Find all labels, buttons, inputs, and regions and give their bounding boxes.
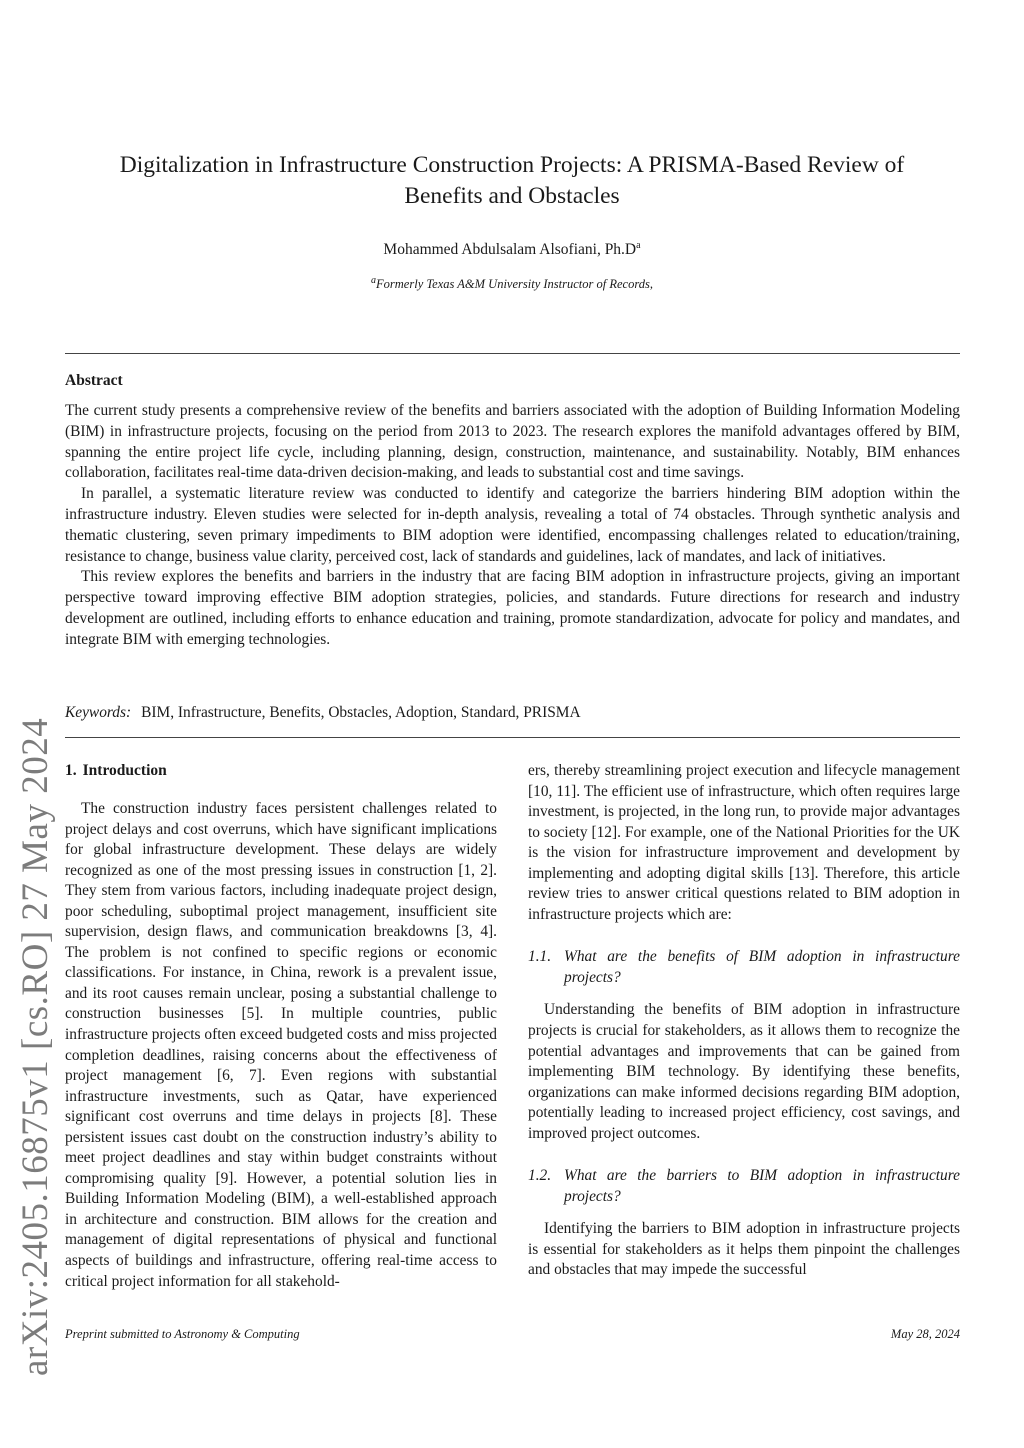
abstract-top-rule <box>65 353 960 354</box>
paper-title <box>80 150 944 212</box>
keywords-line <box>65 702 960 723</box>
abstract-paragraph: This review explores the benefits and barriers in the industry that are facing BIM adoption in infrastructure projects, giving an important perspective toward improving effective BIM adoption strategies, policies, and standards. Future directions for research and industry development are outlined, including efforts to enhance education and training, promote standardization, advocate for policy and mandates, and integrate BIM with emerging technologies. <box>65 568 960 648</box>
affil-marker: a <box>371 274 377 286</box>
intro-paragraph-continued: ers, thereby streamlining project execution and lifecycle management [10, 11]. The efficient use of infrastructure, which often requires large investment, is projected, in the long run, to provide major advantages to society [12]. For example, one of the National Priorities for the UK is the vision for infrastructure improvement and development by implementing and adopting digital skills [13]. Therefore, this article review tries to answer critical questions related to BIM adoption in infrastructure projects which are: <box>528 762 960 923</box>
subsection-title: What are the benefits of BIM adoption in infrastructure projects? <box>564 948 960 986</box>
abstract-paragraph: In parallel, a systematic literature review was conducted to identify and categorize the barriers hindering BIM adoption within the infrastructure industry. Eleven studies were selected for in-depth analysis, revealing a total of 74 obstacles. Through synthetic analysis and thematic clustering, seven primary impediments to BIM adoption were identified, encompassing challenges related to education/training, resistance to change, business value clarity, perceived cost, lack of standards and guidelines, lack of mandates, and lack of initiatives. <box>65 485 960 565</box>
subsection-title: What are the barriers to BIM adoption in infrastructure projects? <box>564 1167 960 1205</box>
abstract-paragraph: The current study presents a comprehensive review of the benefits and barriers associated with the adoption of Building Information Modeling (BIM) in infrastructure projects, focusing on the period from 2013 to 2023. The research explores the manifold advantages offered by BIM, spanning the entire project life cycle, including planning, design, construction, maintenance, and sustainability. Notably, BIM enhances collaboration, facilitates real-time data-driven decision-making, and leads to substantial cost and time savings. <box>65 402 960 482</box>
author-name: Mohammed Abdulsalam Alsofiani, Ph.D <box>383 241 637 258</box>
abstract-body <box>65 401 960 651</box>
affiliation-line <box>80 275 944 293</box>
author-affil-marker: a <box>636 239 641 251</box>
section-number: 1. <box>65 762 77 779</box>
abstract-heading: Abstract <box>65 372 123 389</box>
title-line-2: Benefits and Obstacles <box>404 183 620 209</box>
subsection-heading-benefits <box>528 947 960 988</box>
right-column <box>528 761 960 1281</box>
title-line-1: Digitalization in Infrastructure Construction Projects: A PRISMA-Based Review of <box>119 152 905 178</box>
footer-date: May 28, 2024 <box>890 1327 960 1341</box>
keywords-label: Keywords: <box>65 704 132 721</box>
keywords-list: BIM, Infrastructure, Benefits, Obstacles, Adoption, Standard, PRISMA <box>141 704 581 721</box>
subsection-heading-barriers <box>528 1166 960 1207</box>
abstract-bottom-rule <box>65 737 960 738</box>
affiliation-text: Formerly Texas A&M University Instructor of Records, <box>376 277 653 291</box>
intro-paragraph: The construction industry faces persistent challenges related to project delays and cost overruns, which have significant implications for global infrastructure development. These delays are widely recognized as one of the most pressing issues in construction [1, 2]. They stem from various factors, including inadequate project design, poor scheduling, suboptimal project management, insufficient site supervision, design flaws, and communication breakdowns [3, 4]. The problem is not confined to specific regions or economic classifications. For instance, in China, rework is a prevalent issue, and its root causes remain unclear, posing a substantial challenge to construction businesses [5]. In multiple countries, public infrastructure projects often exceed budgeted costs and miss projected completion deadlines, raising concerns about the effectiveness of project management [6, 7]. Even regions with substantial infrastructure investments, such as Qatar, have experienced significant cost overruns and time delays in projects [8]. These persistent issues cast doubt on the construction industry’s ability to meet project deadlines and stay within budget constraints without compromising quality [9]. However, a potential solution lies in Building Information Modeling (BIM), a well-established approach in architecture and construction. BIM allows for the creation and management of digital representations of physical and functional aspects of buildings and infrastructure, offering real-time access to critical project information for all stakehold- <box>65 800 497 1290</box>
arxiv-side-stamp: arXiv:2405.16875v1 [cs.RO] 27 May 2024 <box>15 717 56 1376</box>
left-column <box>65 761 497 1292</box>
subsection-paragraph: Understanding the benefits of BIM adoption in infrastructure projects is crucial for stakeholders, as it allows them to recognize the potential advantages and improvements that can be gained from implementing BIM technology. By identifying these benefits, organizations can make informed decisions regarding BIM adoption, potentially leading to increased project efficiency, cost savings, and improved project outcomes. <box>528 1001 960 1142</box>
subsection-number: 1.2. <box>528 1167 552 1185</box>
subsection-number: 1.1. <box>528 948 552 966</box>
section-heading-introduction <box>65 761 497 781</box>
section-title: Introduction <box>82 762 167 779</box>
subsection-paragraph: Identifying the barriers to BIM adoption in infrastructure projects is essential for stakeholders as it helps them pinpoint the challenges and obstacles that may impede the successful <box>528 1220 960 1279</box>
footer-preprint-note: Preprint submitted to Astronomy & Computing <box>65 1327 300 1341</box>
author-line <box>80 239 944 261</box>
